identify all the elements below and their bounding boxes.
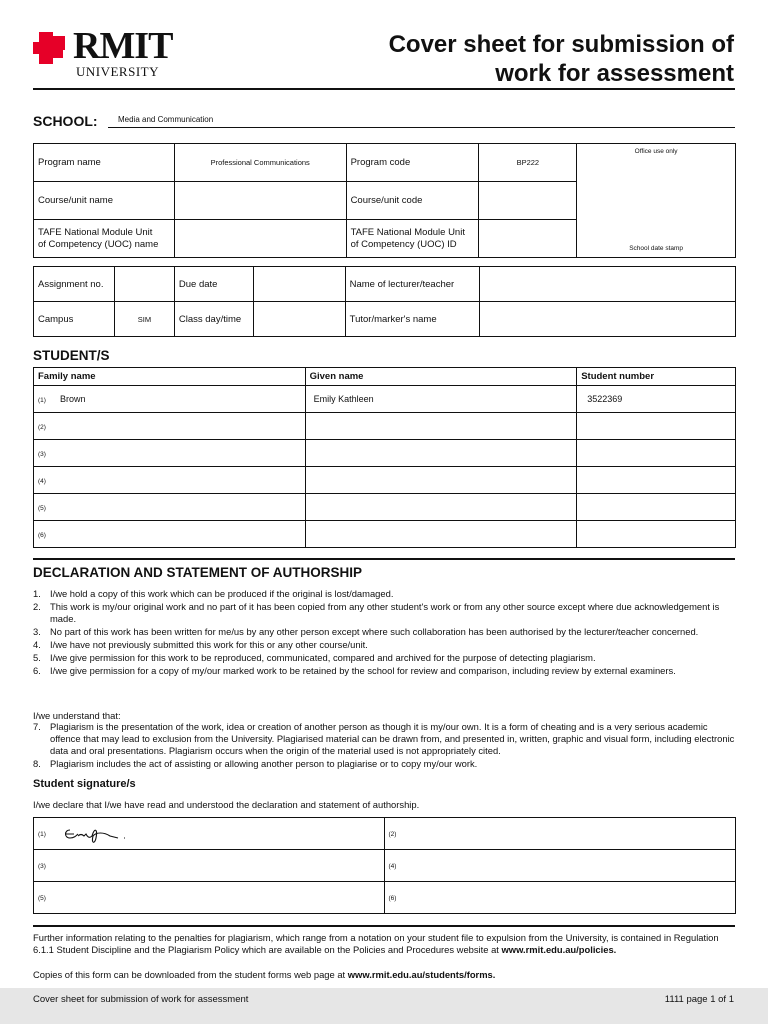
school-stamp-label: School date stamp <box>629 245 684 252</box>
assignment-no-label: Assignment no. <box>34 267 115 302</box>
item-number: 8. <box>33 758 41 769</box>
item-text: I/we hold a copy of this work which can be produced if the original is lost/damaged. <box>50 588 394 599</box>
slot-number: (2) <box>388 831 397 838</box>
signature-slot-4[interactable] <box>384 850 736 882</box>
student-number-field[interactable] <box>577 521 736 548</box>
family-name-field[interactable]: Brown <box>59 393 86 404</box>
tafe-id-label <box>346 220 479 258</box>
due-date-field[interactable] <box>253 267 345 302</box>
student-number-field[interactable] <box>577 440 736 467</box>
item-text: I/we have not previously submitted this work for this or any other course/unit. <box>50 639 368 650</box>
office-use-box <box>577 144 736 258</box>
students-heading: STUDENT/S <box>33 348 110 363</box>
item-number: 2. <box>33 601 41 612</box>
declaration-list <box>33 588 738 678</box>
program-table <box>33 143 736 258</box>
given-name-field[interactable] <box>305 494 577 521</box>
table-row <box>34 413 736 440</box>
item-text: Plagiarism includes the act of assisting or allowing another person to plagiarise or to copy my/our work. <box>50 758 478 769</box>
given-name-field[interactable] <box>305 521 577 548</box>
list-item <box>33 639 738 651</box>
program-name-field[interactable]: Professional Communications <box>174 144 346 182</box>
course-name-label: Course/unit name <box>34 182 175 220</box>
title-line-2: work for assessment <box>495 60 734 87</box>
assignment-table <box>33 266 736 337</box>
table-row <box>34 521 736 548</box>
lecturer-field[interactable] <box>479 267 736 302</box>
rmit-logo <box>33 25 183 80</box>
list-item <box>33 665 738 677</box>
item-text: Plagiarism is the presentation of the work, idea or creation of another person as though it is my/our own. It is a form of cheating and is a very serious academic offence that may lead to exclusion from the University. Plagiarised material can be drawn from, and presented in, written, graphic and visual form, including electronic data and oral presentations. Plagiarism occurs when the origin of the material used is not appropriately cited. <box>50 721 735 756</box>
tafe-name-field[interactable] <box>174 220 346 258</box>
slot-number: (3) <box>38 863 46 870</box>
school-label: SCHOOL: <box>33 113 98 129</box>
copies-info <box>33 969 738 981</box>
rmit-pixel-mark-icon <box>33 32 71 64</box>
top-rule <box>33 88 735 90</box>
students-table <box>33 367 736 548</box>
item-number: 6. <box>33 665 41 676</box>
slot-number: (4) <box>388 863 397 870</box>
logo-brand: RMIT <box>73 25 173 67</box>
program-name-label: Program name <box>34 144 175 182</box>
school-field[interactable]: Media and Communication <box>108 115 735 128</box>
list-item <box>33 601 738 625</box>
student-number-field[interactable] <box>577 413 736 440</box>
signature-slot-1[interactable] <box>34 818 385 850</box>
course-name-field[interactable] <box>174 182 346 220</box>
tafe-id-label-2: of Competency (UOC) ID <box>350 238 457 250</box>
tafe-name-label-1: TAFE National Module Unit <box>38 226 153 238</box>
student-number-field[interactable] <box>577 467 736 494</box>
item-number: 1. <box>33 588 41 599</box>
item-text: I/we give permission for a copy of my/our marked work to be retained by the school for review and comparison, including review by external examiners. <box>50 665 676 676</box>
slot-number: (1) <box>38 831 46 838</box>
further-info <box>33 932 738 956</box>
bottom-rule <box>33 925 735 927</box>
course-code-field[interactable] <box>479 182 577 220</box>
office-use-label: Office use only <box>634 148 678 155</box>
signature-slot-3[interactable] <box>34 850 385 882</box>
class-field[interactable] <box>253 302 345 337</box>
item-text: I/we give permission for this work to be reproduced, communicated, compared and archived for the purpose of detecting plagiarism. <box>50 652 596 663</box>
forms-link[interactable]: www.rmit.edu.au/students/forms. <box>347 969 496 980</box>
slot-number: (5) <box>38 895 46 902</box>
campus-field[interactable]: SIM <box>114 302 174 337</box>
given-name-field[interactable] <box>305 440 577 467</box>
row-number: (1) <box>38 396 46 404</box>
page-title <box>314 30 734 88</box>
list-item <box>33 588 738 600</box>
tutor-label: Tutor/marker's name <box>345 302 479 337</box>
list-item <box>33 721 738 757</box>
list-item <box>33 626 738 638</box>
row-number: (2) <box>38 423 46 431</box>
col-given-name: Given name <box>305 368 577 386</box>
given-name-field[interactable]: Emily Kathleen <box>313 393 374 404</box>
signature-table <box>33 817 736 914</box>
row-number: (6) <box>38 531 46 539</box>
lecturer-label: Name of lecturer/teacher <box>345 267 479 302</box>
footer-page-number: 1111 page 1 of 1 <box>664 994 734 1005</box>
student-number-field[interactable]: 3522369 <box>587 393 623 404</box>
due-date-label: Due date <box>174 267 253 302</box>
tutor-field[interactable] <box>479 302 736 337</box>
signature-heading: Student signature/s <box>33 778 136 790</box>
row-number: (4) <box>38 477 46 485</box>
tafe-id-label-1: TAFE National Module Unit <box>350 226 465 238</box>
item-number: 5. <box>33 652 41 663</box>
program-code-field[interactable]: BP222 <box>479 144 577 182</box>
table-row <box>34 440 736 467</box>
table-row <box>34 467 736 494</box>
campus-label: Campus <box>34 302 115 337</box>
tafe-name-label-2: of Competency (UOC) name <box>38 238 159 250</box>
given-name-field[interactable] <box>305 413 577 440</box>
assignment-no-field[interactable] <box>114 267 174 302</box>
student-number-field[interactable] <box>577 494 736 521</box>
item-text: No part of this work has been written for me/us by any other person except where such collaboration has been authorised by the lecturer/teacher concerned. <box>50 626 699 637</box>
policies-link[interactable]: www.rmit.edu.au/policies. <box>501 944 617 955</box>
slot-number: (6) <box>388 895 397 902</box>
declaration-rule <box>33 558 735 560</box>
signature-slot-5[interactable] <box>34 882 385 914</box>
list-item <box>33 652 738 664</box>
footer-title: Cover sheet for submission of work for assessment <box>33 994 249 1005</box>
item-number: 7. <box>33 721 41 732</box>
table-row <box>34 494 736 521</box>
declaration-heading: DECLARATION AND STATEMENT OF AUTHORSHIP <box>33 565 362 580</box>
understand-label: I/we understand that: <box>33 710 121 721</box>
understanding-list <box>33 721 738 771</box>
col-family-name: Family name <box>34 368 306 386</box>
given-name-field[interactable] <box>305 467 577 494</box>
item-number: 4. <box>33 639 41 650</box>
class-label: Class day/time <box>174 302 253 337</box>
title-line-1: Cover sheet for submission of <box>388 31 734 58</box>
signature-statement: I/we declare that I/we have read and understood the declaration and statement of authorship. <box>33 799 420 810</box>
further-info-text: Further information relating to the penalties for plagiarism, which range from a notation on your student file to expulsion from the University, is contained in Regulation 6.1.1 Student Discipline and the Plagiarism Policy which are available on the Policies and Procedures website at <box>33 932 719 955</box>
logo-sub: UNIVERSITY <box>76 64 159 79</box>
handwritten-signature-icon <box>60 824 140 846</box>
item-number: 3. <box>33 626 41 637</box>
copies-text: Copies of this form can be downloaded from the student forms web page at <box>33 969 346 980</box>
col-student-number: Student number <box>577 368 736 386</box>
signature-slot-6[interactable] <box>384 882 736 914</box>
table-row <box>34 386 736 413</box>
row-number: (5) <box>38 504 46 512</box>
tafe-name-label <box>34 220 175 258</box>
course-code-label: Course/unit code <box>346 182 479 220</box>
list-item <box>33 758 738 770</box>
item-text: This work is my/our original work and no part of it has been copied from any other student's work or from any other source except where due acknowledgement is made. <box>50 601 720 624</box>
tafe-id-field[interactable] <box>479 220 577 258</box>
row-number: (3) <box>38 450 46 458</box>
signature-slot-2[interactable] <box>384 818 736 850</box>
program-code-label: Program code <box>346 144 479 182</box>
